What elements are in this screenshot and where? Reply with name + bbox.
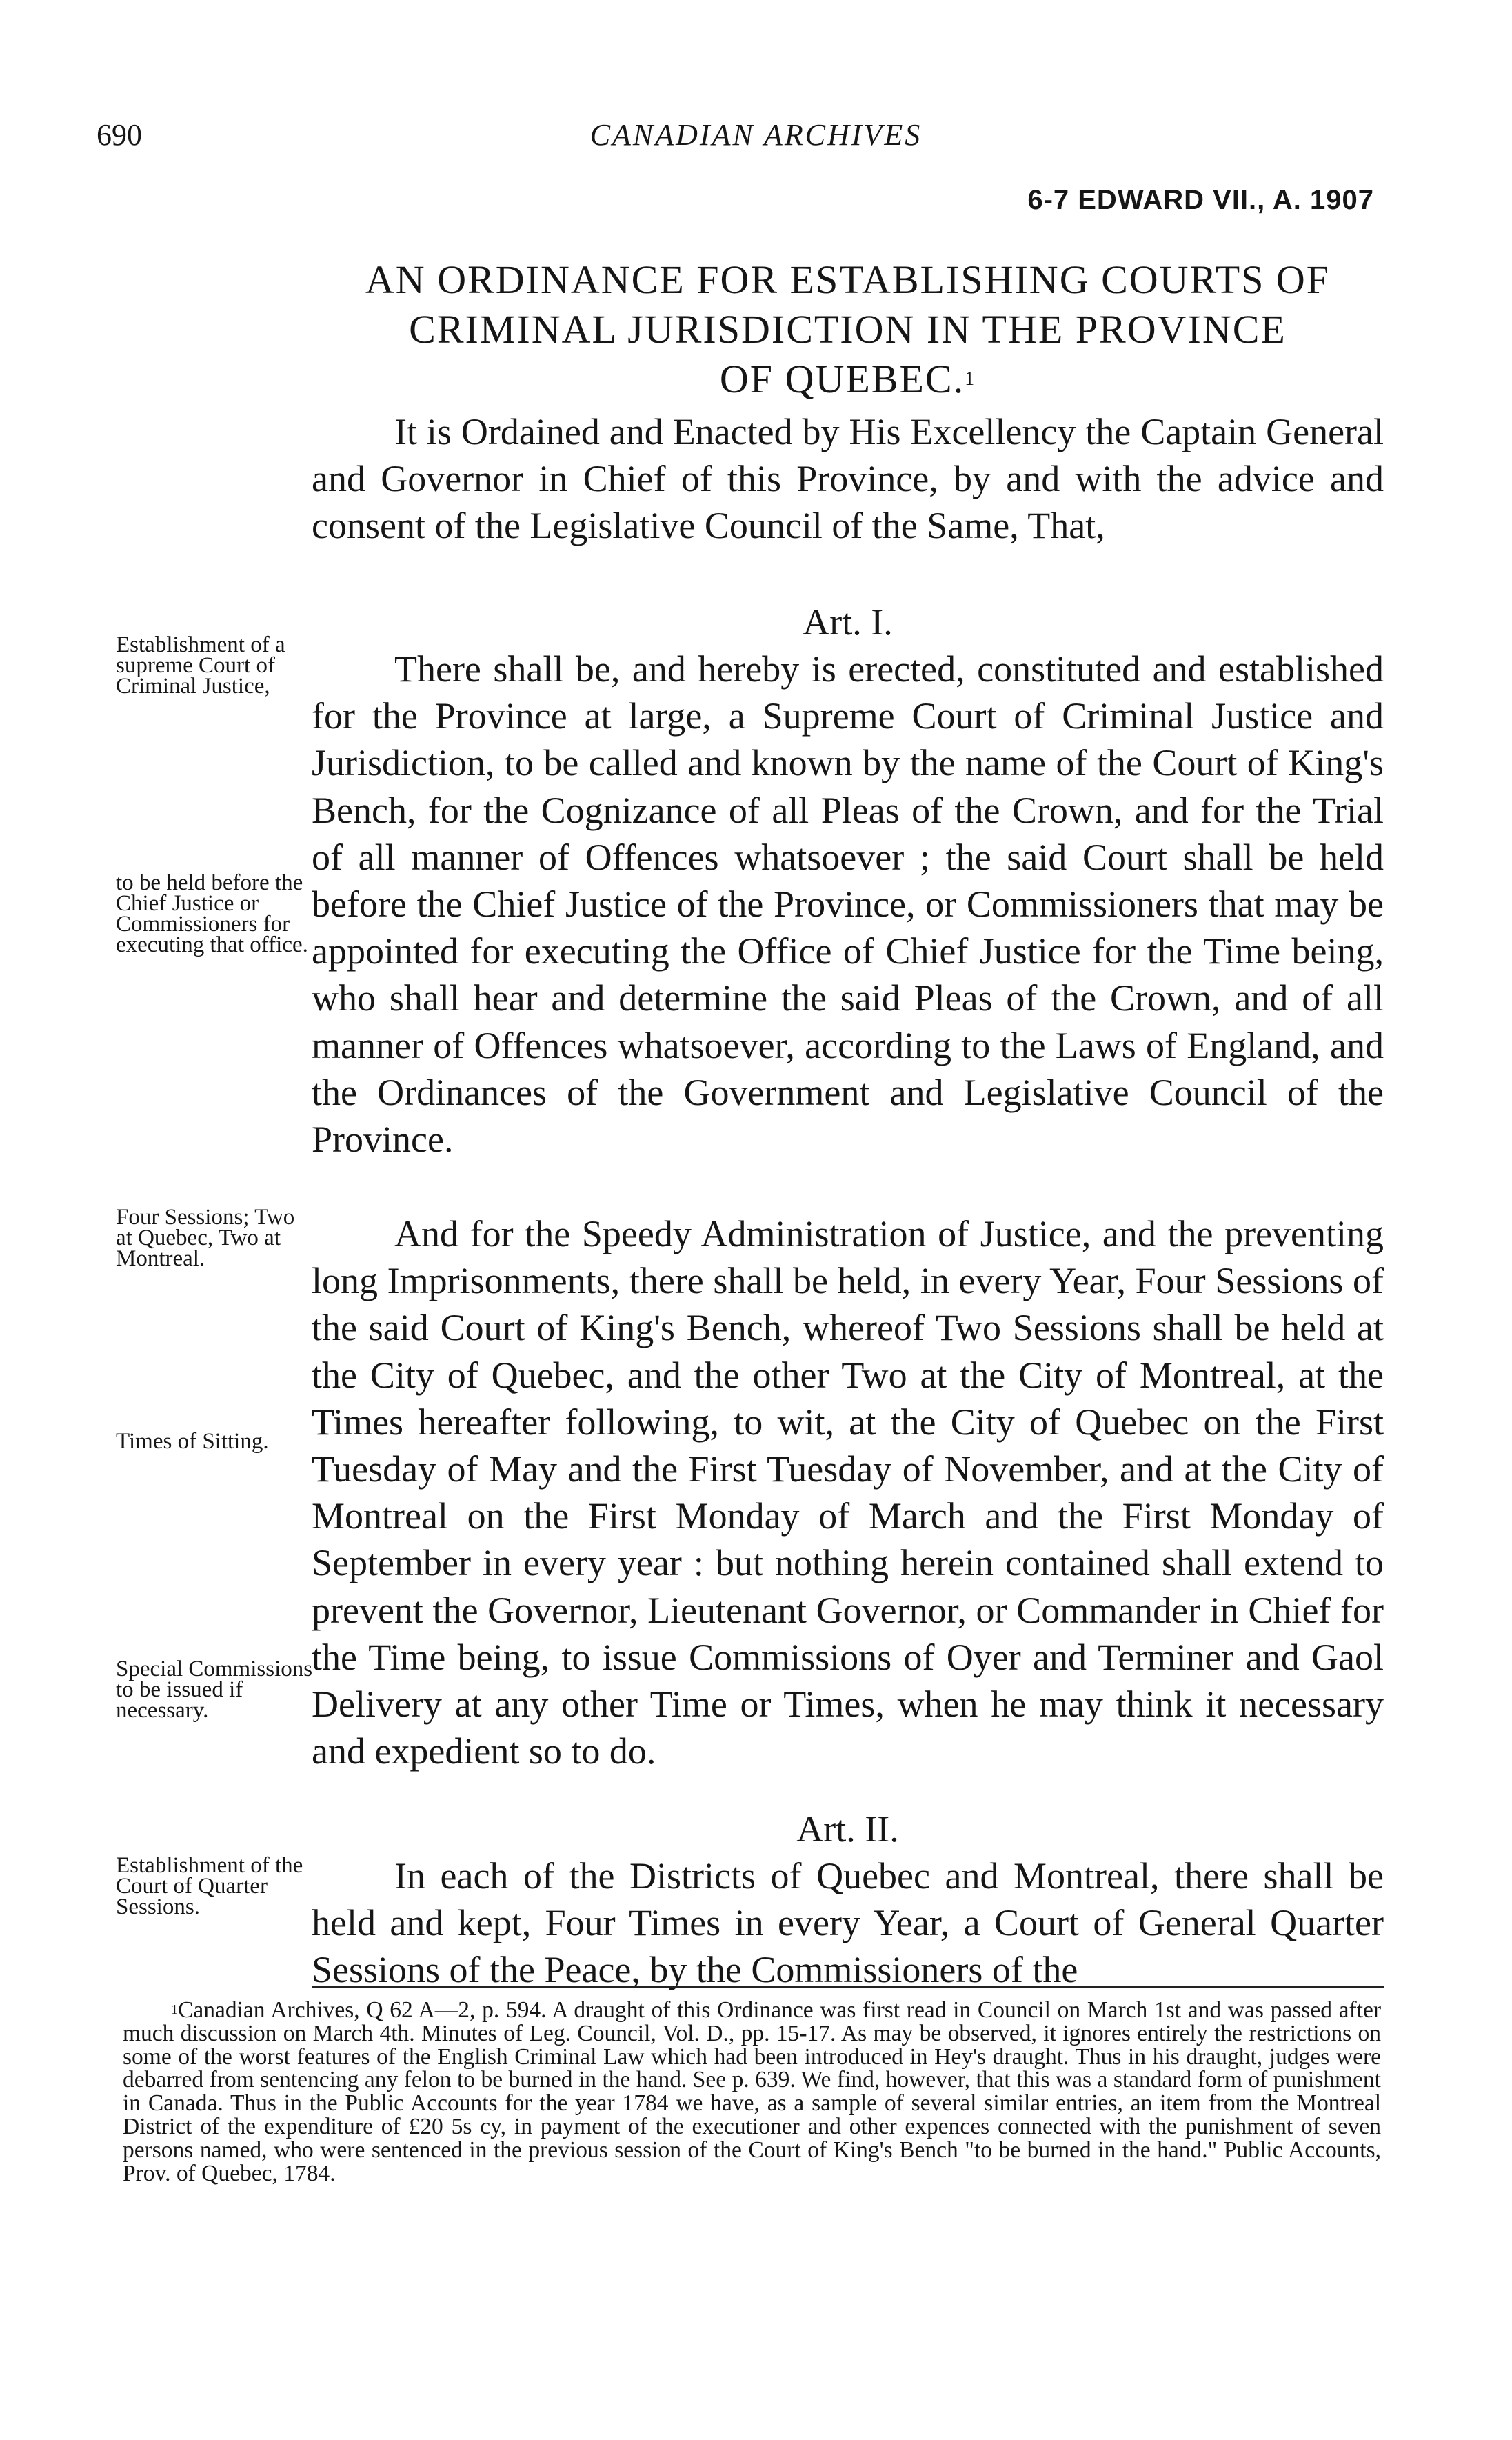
article-1-heading: Art. I.: [803, 601, 893, 643]
session-label: 6-7 EDWARD VII., A. 1907: [1027, 185, 1374, 215]
margin-note-quarter-sessions: Establishment of the Court of Quarter Sessions.: [116, 1853, 303, 1919]
title-line-1: AN ORDINANCE FOR ESTABLISHING COURTS OF: [365, 257, 1331, 302]
article-1-paragraph-1: There shall be, and hereby is erected, constituted and established for the Province at large, a Supreme Court of Criminal Justice and Jurisdiction, to be called and known by the name of the Court of King's Bench, for the Cognizance of all Pleas of the Crown, and for the Trial of all manner of Offences whatsoever ; the said Court shall be held before the Chief Justice of the Province, or Commissioners that may be appointed for executing the Office of Chief Justice for the Time being, who shall hear and determine the said Pleas of the Crown, and of all manner of Offences whatsoever, according to the Laws of England, and the Ordinances of the Government and Legislative Council of the Province.: [312, 648, 1384, 1161]
footnote-text: Canadian Archives, Q 62 A—2, p. 594. A draught of this Ordinance was first read in Council on March 1st and was passed after much discussion on March 4th. Minutes of Leg. Council, Vol. D., pp. 15-17. As may be observed, it ignores entirely the restrictions on some of the worst features of the English Criminal Law which had been introduced in Hey's draught. Thus in his draught, judges were debarred from sentencing any felon to be burned in the hand. See p. 639. We find, however, that this was a standard form of punishment in Canada. Thus in the Public Accounts for the year 1784 we have, as a sample of several similar entries, an item from the Montreal District of the expenditure of £20 5s cy, in payment of the executioner and other expences connected with the punishment of seven persons named, who were sentenced in the previous session of the Court of King's Bench "to be burned in the hand." Public Accounts, Prov. of Quebec, 1784.: [123, 1997, 1381, 2186]
page-number: 690: [97, 118, 142, 152]
footnote: [123, 1999, 1381, 2185]
margin-note-special-commissions: Special Commissions to be issued if necessary.: [116, 1657, 313, 1723]
article-2-heading: Art. II.: [796, 1808, 899, 1850]
title-line-3: OF QUEBEC.: [719, 357, 965, 401]
title-footnote-marker: 1: [965, 368, 976, 390]
margin-note-chief-justice: to be held before the Chief Justice or Commissioners for executing that office.: [116, 870, 308, 957]
margin-note-times-of-sitting: Times of Sitting.: [116, 1429, 269, 1454]
running-title: CANADIAN ARCHIVES: [589, 118, 923, 152]
margin-note-four-sessions: Four Sessions; Two at Quebec, Two at Montreal.: [116, 1205, 295, 1271]
footnote-rule: [312, 1986, 1384, 1988]
ordinance-title: [312, 255, 1384, 404]
article-2-paragraph-1: In each of the Districts of Quebec and Montreal, there shall be held and kept, Four Times in every Year, a Court of General Quarter Sessions of the Peace, by the Commissioners of the: [312, 1855, 1384, 1991]
footnote-marker: 1: [171, 2002, 178, 2017]
margin-note-supreme-court: Establishment of a supreme Court of Criminal Justice,: [116, 632, 285, 699]
title-line-2: CRIMINAL JURISDICTION IN THE PROVINCE: [409, 307, 1287, 352]
enactment-clause: It is Ordained and Enacted by His Excellency the Captain General and Governor in Chief of this Province, by and with the advice and consent of the Legislative Council of the Same, That,: [312, 411, 1384, 547]
article-1-paragraph-2: And for the Speedy Administration of Justice, and the preventing long Imprisonments, there shall be held, in every Year, Four Sessions of the said Court of King's Bench, whereof Two Sessions shall be held at the City of Quebec, and the other Two at the City of Montreal, at the Times hereafter following, to wit, at the City of Quebec on the First Tuesday of May and the First Tuesday of November, and at the City of Montreal on the First Monday of March and the First Monday of September in every year : but nothing herein contained shall extend to prevent the Governor, Lieutenant Governor, or Commander in Chief for the Time being, to issue Commissions of Oyer and Terminer and Gaol Delivery at any other Time or Times, when he may think it necessary and expedient so to do.: [312, 1213, 1384, 1772]
